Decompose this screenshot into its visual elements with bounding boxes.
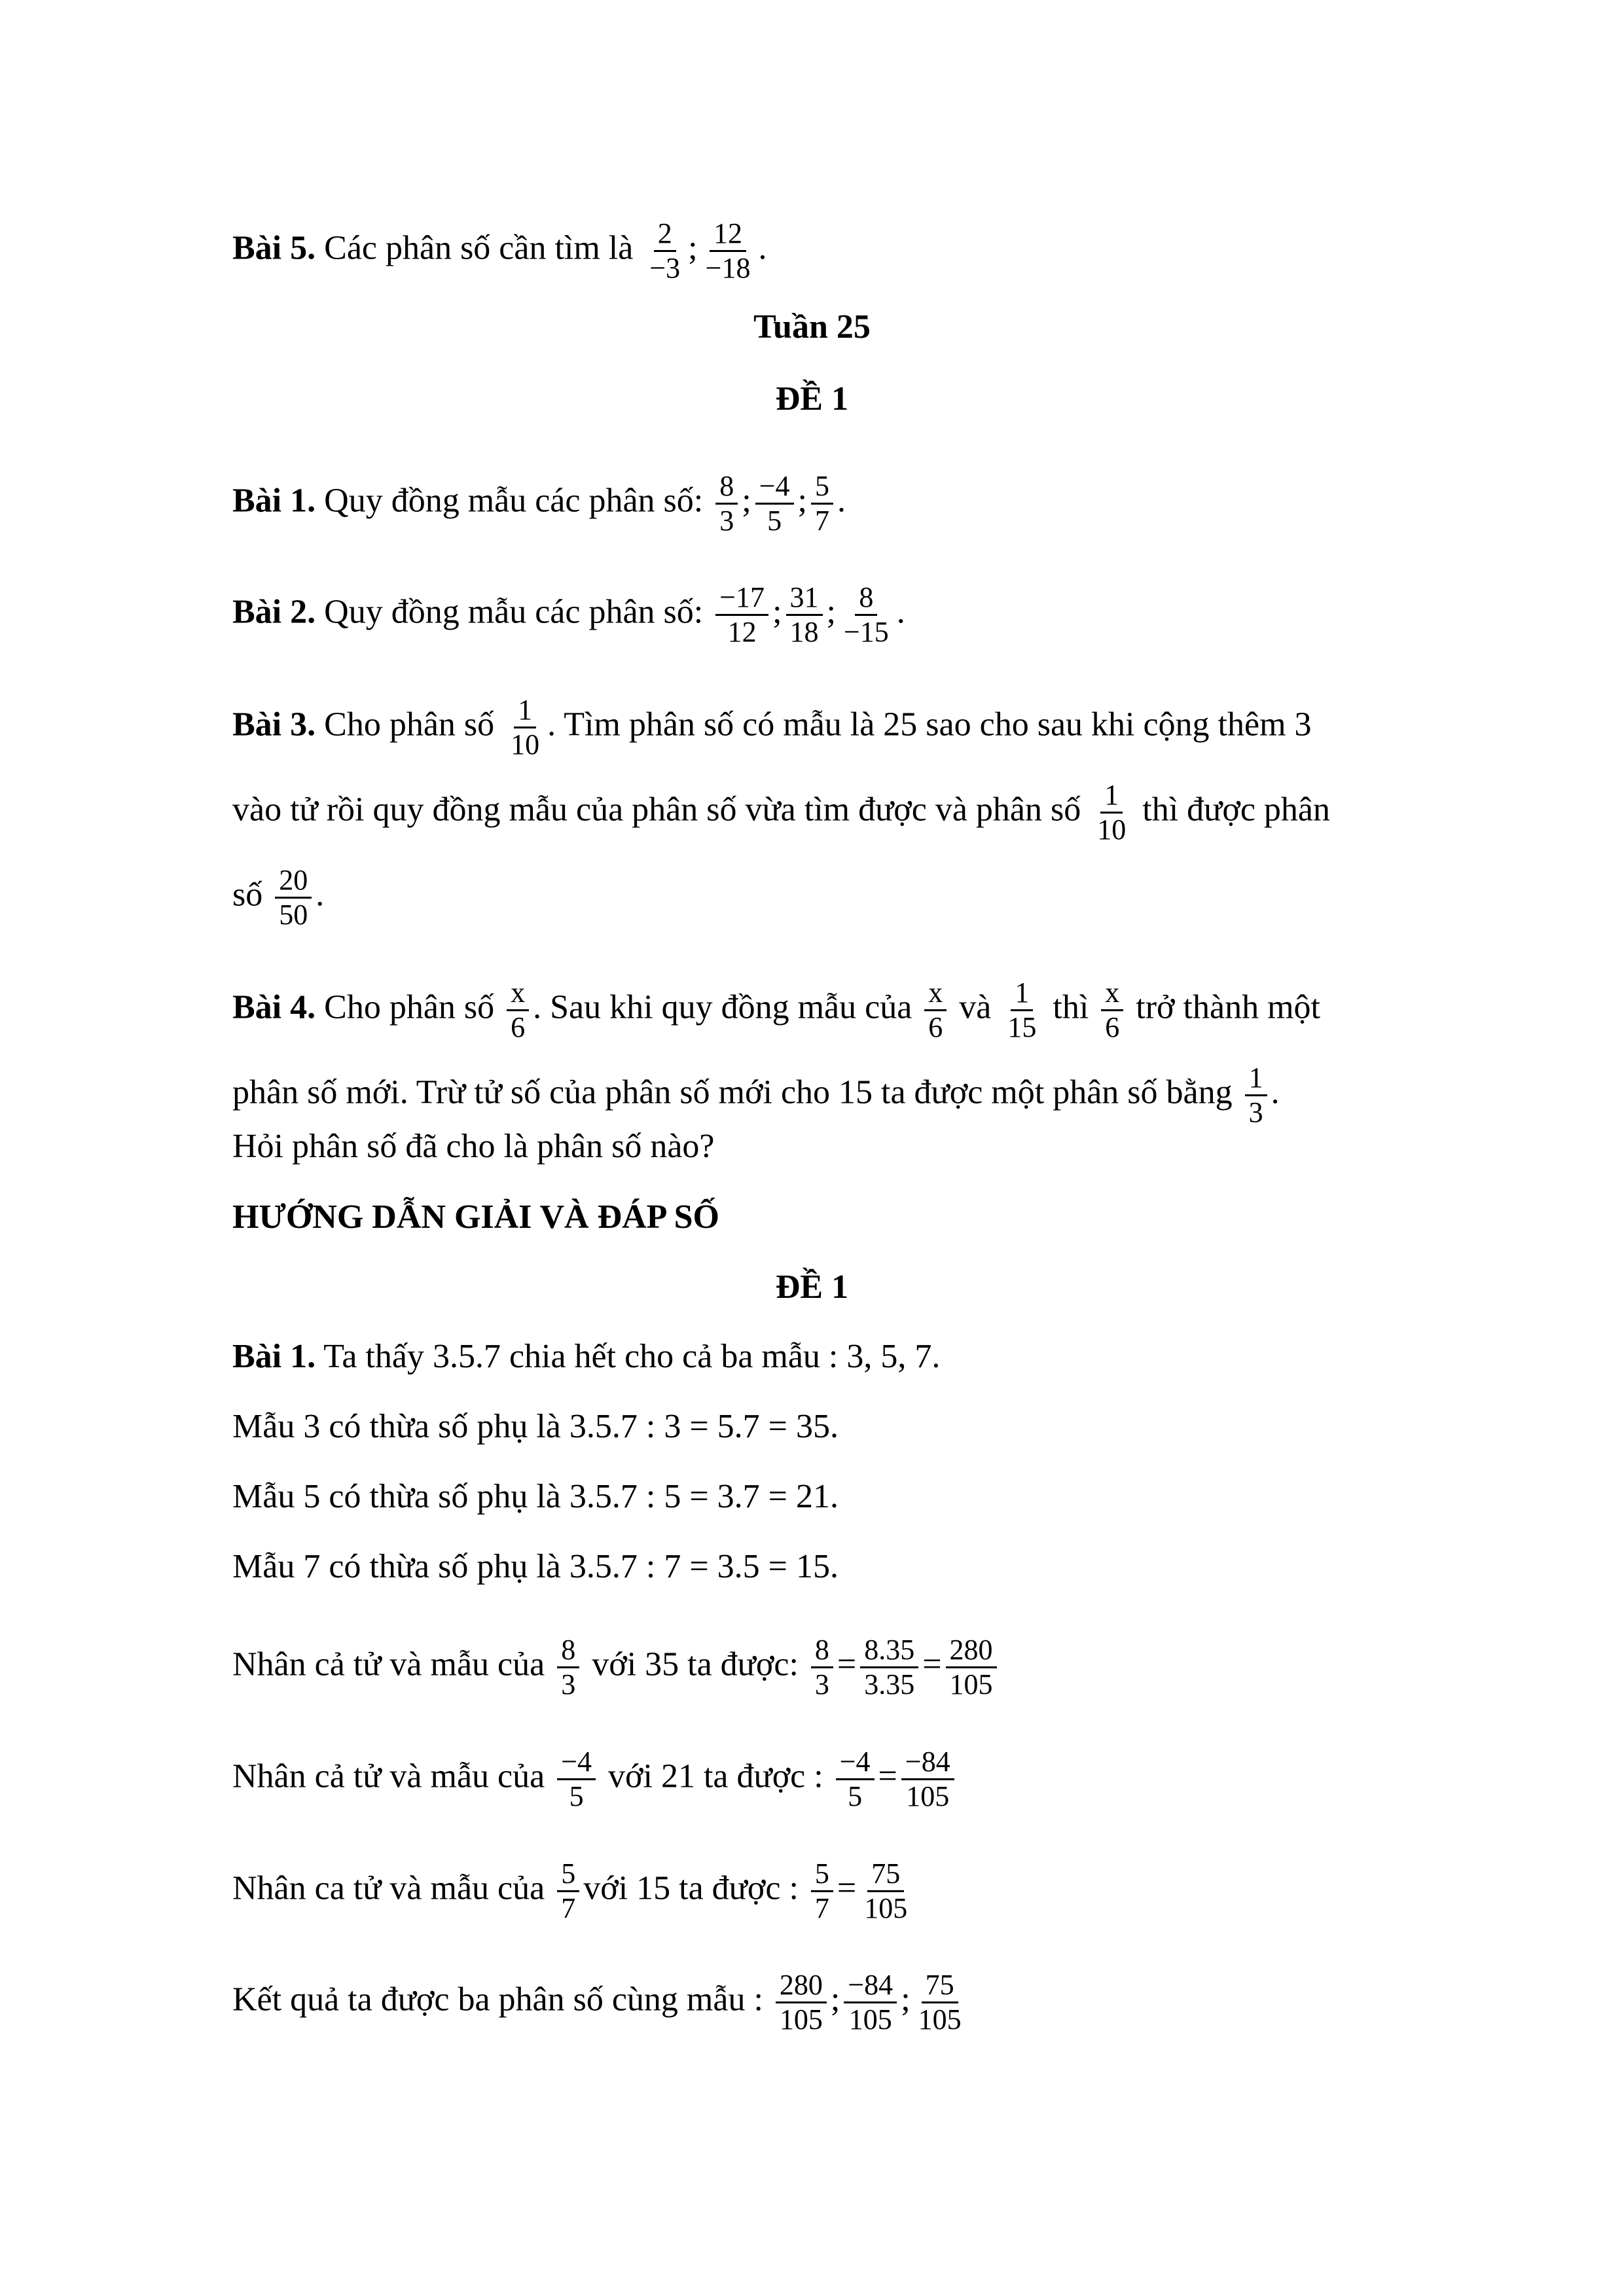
bai5-label: Bài 5. [232,229,316,267]
problem-3-label: Bài 3. [232,706,316,744]
problem-1-text: Quy đồng mẫu các phân số: [324,482,704,520]
fraction: $\frac{8}{3}$ [557,1634,579,1701]
problem-1-label: Bài 1. [232,482,316,520]
problem-4-line-3: Hỏi phân số đã cho là phân số nào? [232,1128,715,1165]
problem-4-text-f: phân số mới. Trừ tử số của phân số mới cho 15 ta được một phân số bằng [232,1073,1233,1111]
fraction: $\frac{280}{105}$ [946,1634,997,1701]
solution-line-6: Nhân cả tử và mẫu của $\frac{-4}{5}$ với 21 ta được : $\frac{-4}{5}$ = $\frac{-84}{105}$ [232,1746,1460,1813]
fraction: $\frac{x}{6}$ [1101,977,1123,1044]
problem-2: Bài 2. Quy đồng mẫu các phân số: $\frac{-17}{12}$ ; $\frac{31}{18}$ ; $\frac{8}{-15}$ . [232,581,905,648]
problem-3-line-1 [232,694,1460,761]
solutions-de-title: ĐỀ 1 [775,1268,849,1306]
solution-6-text-a: Nhân cả tử và mẫu của [232,1757,545,1795]
problem-3-text-d: thì được phân [1142,791,1330,829]
fraction: $\frac{31}{18}$ [786,581,823,649]
fraction: $\frac{1}{10}$ [1097,779,1127,846]
solution-line-3: Mẫu 5 có thừa số phụ là 3.5.7 : 5 = 3.7 = 21. [232,1478,839,1515]
fraction: $\frac{-84}{105}$ [901,1746,954,1813]
solution-7-text-a: Nhân ca tử và mẫu của [232,1869,545,1907]
problem-1: Bài 1. Quy đồng mẫu các phân số: $\frac{8}{3}$ ; $\frac{-4}{5}$ ; $\frac{5}{7}$ . [232,470,846,537]
fraction: $\frac{75}{105}$ [918,1969,962,2036]
fraction: $\frac{1}{10}$ [511,694,540,761]
problem-4-text-d: thì [1053,988,1089,1026]
problem-4-label: Bài 4. [232,988,316,1026]
solution-5-text-b: với 35 ta được: [592,1645,799,1683]
fraction: $\frac{8.35}{3.35}$ [860,1634,918,1701]
problem-3-text-c: vào tử rồi quy đồng mẫu của phân số vừa tìm được và phân số [232,791,1081,829]
fraction: $\frac{5}{7}$ [811,1857,833,1925]
solution-7-text-b: với 15 ta được : [583,1869,799,1907]
bai5-text: Các phân số cần tìm là [324,229,634,267]
solution-line-5: Nhân cả tử và mẫu của $\frac{8}{3}$ với 35 ta được: $\frac{8}{3}$ = $\frac{8.35}{3.35}$ = $\frac{280}{105}$ [232,1634,1460,1701]
problem-4-text-e: trở thành một [1136,988,1320,1026]
solution-6-text-b: với 21 ta được : [608,1757,823,1795]
fraction: $\frac{-17}{12}$ [715,581,768,649]
solution-1-line-1 [232,1337,1460,1376]
fraction: $\frac{-4}{5}$ [836,1746,875,1813]
fraction: $\frac{x}{6}$ [924,977,947,1044]
fraction: $\frac{-84}{105}$ [844,1969,897,2036]
problem-4-line-2: phân số mới. Trừ tử số của phân số mới cho 15 ta được một phân số bằng $\frac{1}{3}$ . [232,1062,1280,1128]
fraction: $\frac{12}{-18}$ [705,217,751,284]
fraction: $\frac{1}{3}$ [1245,1062,1267,1129]
problem-3-line-2 [232,779,1460,846]
problem-2-text: Quy đồng mẫu các phân số: [324,593,704,631]
solution-8-text-a: Kết quả ta được ba phân số cùng mẫu : [232,1981,763,2018]
fraction: $\frac{5}{7}$ [811,470,833,537]
bai5-line: Bài 5. Các phân số cần tìm là $\frac{2}{-3}$ ; $\frac{12}{-18}$ . [232,217,767,284]
fraction: $\frac{20}{50}$ [275,864,312,931]
fraction: $\frac{x}{6}$ [507,977,529,1044]
fraction: $\frac{8}{3}$ [811,1634,833,1701]
solution-1-text: Ta thấy 3.5.7 chia hết cho cả ba mẫu : 3, 5, 7. [323,1338,941,1375]
fraction: $\frac{8}{-15}$ [843,581,889,648]
fraction: $\frac{8}{3}$ [715,470,738,537]
problem-4-text-a: Cho phân số [324,988,495,1026]
fraction: $\frac{75}{105}$ [864,1857,908,1924]
de-title: ĐỀ 1 [775,380,849,418]
problem-3-text-e: số [232,876,263,914]
solution-line-2: Mẫu 3 có thừa số phụ là 3.5.7 : 3 = 5.7 = 35. [232,1408,839,1445]
problem-3-line-3: số $\frac{20}{50}$ . [232,864,325,931]
solution-5-text-a: Nhân cả tử và mẫu của [232,1645,545,1683]
solution-line-4: Mẫu 7 có thừa số phụ là 3.5.7 : 7 = 3.5 = 15. [232,1548,839,1585]
problem-4-text-b: . Sau khi quy đồng mẫu của [533,988,912,1026]
fraction: $\frac{-4}{5}$ [557,1746,596,1813]
solution-1-label: Bài 1. [232,1338,316,1375]
fraction: $\frac{-4}{5}$ [755,470,794,537]
solutions-title: HƯỚNG DẪN GIẢI VÀ ĐÁP SỐ [232,1198,719,1236]
problem-4-text-c: và [959,988,992,1026]
solution-line-8: Kết quả ta được ba phân số cùng mẫu : $\frac{280}{105}$ ; $\frac{-84}{105}$ ; $\frac{75}{105}$ [232,1969,1460,2036]
solution-line-7: Nhân ca tử và mẫu của $\frac{5}{7}$ với 15 ta được : $\frac{5}{7}$ = $\frac{75}{105}$ [232,1857,1460,1925]
problem-3-text-a: Cho phân số [324,706,495,744]
fraction: $\frac{280}{105}$ [776,1969,827,2036]
fraction: $\frac{1}{15}$ [1007,977,1037,1043]
fraction: $\frac{2}{-3}$ [649,217,681,284]
problem-4-line-1 [232,977,1460,1044]
problem-2-label: Bài 2. [232,593,316,631]
week-title: Tuần 25 [753,308,871,346]
fraction: $\frac{5}{7}$ [557,1857,579,1925]
problem-3-text-b: . Tìm phân số có mẫu là 25 sao cho sau khi cộng thêm 3 [547,706,1312,744]
